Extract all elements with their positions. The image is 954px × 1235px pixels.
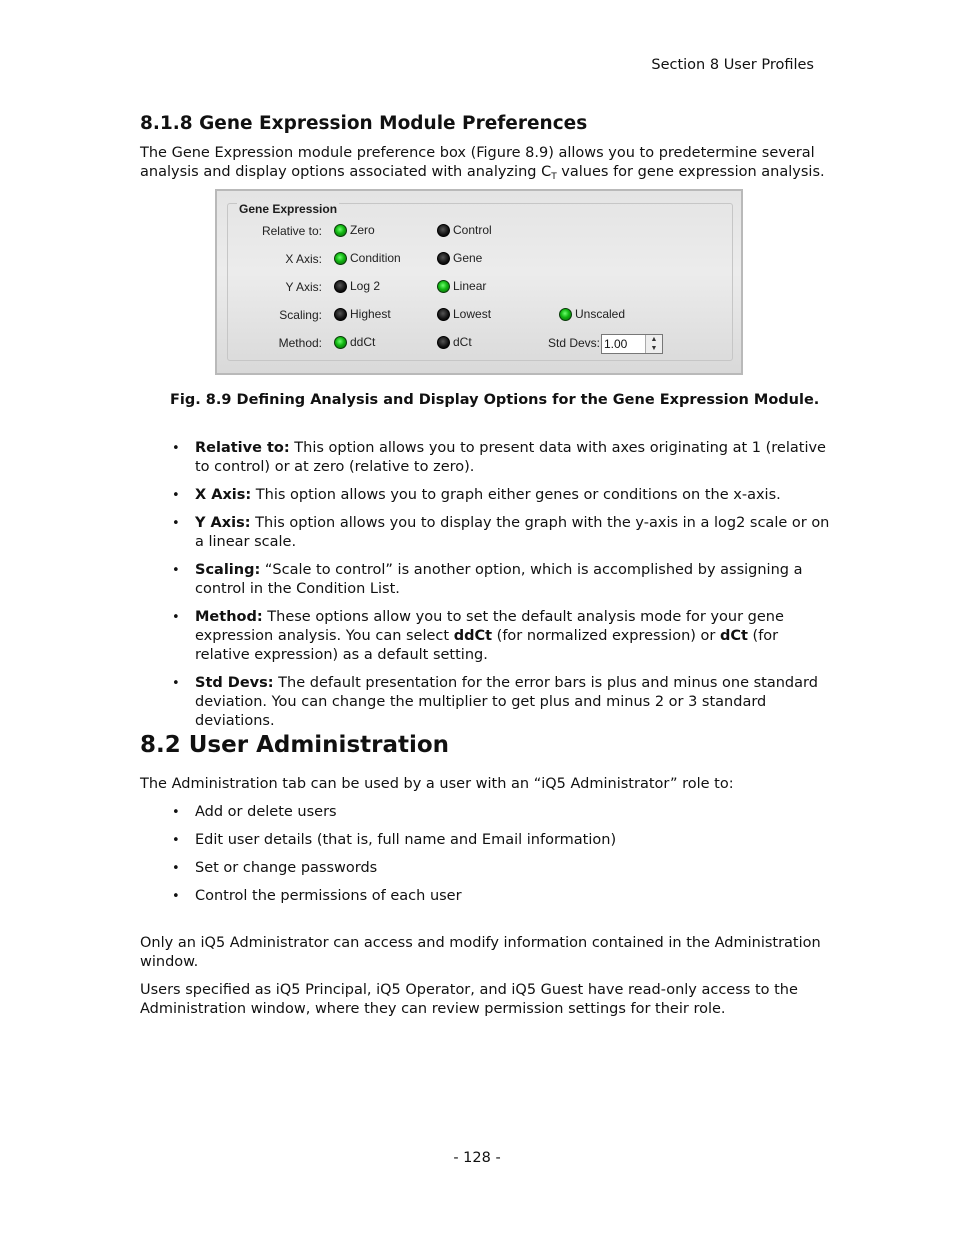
- list-item: • Set or change passwords: [140, 859, 830, 878]
- list-item: • Y Axis: This option allows you to display the graph with the y-axis in a log2 scale or on a linear scale.: [140, 514, 830, 552]
- radio-xaxis-condition[interactable]: Condition: [334, 251, 401, 265]
- radio-selected-icon: [437, 280, 450, 293]
- intro-paragraph: [140, 144, 830, 187]
- radio-relative-control[interactable]: Control: [437, 223, 492, 237]
- method-label: Method:: [278, 336, 322, 350]
- ct-subscript: T: [551, 172, 557, 182]
- radio-unselected-icon: [437, 308, 450, 321]
- admin-paragraph-1: Only an iQ5 Administrator can access and modify information contained in the Administration window.: [140, 935, 821, 970]
- radio-unselected-icon: [334, 308, 347, 321]
- subsection-title: 8.1.8 Gene Expression Module Preferences: [140, 113, 588, 134]
- list-item: • X Axis: This option allows you to graph either genes or conditions on the x-axis.: [140, 486, 830, 505]
- list-item: • Control the permissions of each user: [140, 887, 830, 906]
- radio-method-dct[interactable]: dCt: [437, 335, 472, 349]
- scaling-label: Scaling:: [279, 308, 322, 322]
- radio-yaxis-log2[interactable]: Log 2: [334, 279, 380, 293]
- admin-intro: The Administration tab can be used by a user with an “iQ5 Administrator” role to:: [140, 776, 734, 792]
- radio-method-ddct[interactable]: ddCt: [334, 335, 375, 349]
- y-axis-label: Y Axis:: [285, 280, 322, 294]
- list-item: • Scaling: “Scale to control” is another option, which is accomplished by assigning a control in the Condition List.: [140, 561, 830, 599]
- radio-yaxis-linear[interactable]: Linear: [437, 279, 486, 293]
- list-item: • Method: These options allow you to set the default analysis mode for your gene expression analysis. You can select ddCt (for normalized expression) or dCt (for relative expression) as a default setting.: [140, 608, 830, 665]
- section-title: 8.2 User Administration: [140, 732, 450, 758]
- list-item: • Add or delete users: [140, 803, 830, 822]
- groupbox-title: Gene Expression: [239, 202, 338, 216]
- std-devs-spinbox[interactable]: [601, 334, 663, 354]
- relative-to-label: Relative to:: [261, 224, 322, 238]
- radio-scaling-unscaled[interactable]: Unscaled: [559, 307, 625, 321]
- spin-up-icon[interactable]: ▲: [650, 336, 658, 343]
- std-devs-label: Std Devs:: [548, 336, 601, 350]
- admin-bullet-list: [140, 803, 830, 915]
- radio-selected-icon: [334, 336, 347, 349]
- radio-unselected-icon: [437, 336, 450, 349]
- running-header: Section 8 User Profiles: [651, 57, 814, 73]
- spin-buttons[interactable]: [645, 335, 662, 353]
- radio-relative-zero[interactable]: Zero: [334, 223, 375, 237]
- list-item: • Relative to: This option allows you to present data with axes originating at 1 (relative to control) or at zero (relative to zero).: [140, 439, 830, 477]
- radio-unselected-icon: [437, 224, 450, 237]
- figure-caption: Fig. 8.9 Defining Analysis and Display Options for the Gene Expression Module.: [170, 392, 820, 408]
- page-number: - 128 -: [453, 1150, 501, 1166]
- radio-unselected-icon: [437, 252, 450, 265]
- intro-text-end: values for gene expression analysis.: [556, 164, 825, 180]
- radio-scaling-lowest[interactable]: Lowest: [437, 307, 491, 321]
- list-item: • Std Devs: The default presentation for the error bars is plus and minus one standard deviation. You can change the multiplier to get plus and minus 2 or 3 standard deviations.: [140, 674, 830, 731]
- x-axis-label: X Axis:: [285, 252, 322, 266]
- intro-text: The Gene Expression module preference box (Figure 8.9) allows you to predetermine several analysis and display options associated with analyzing C: [140, 145, 815, 180]
- spin-down-icon[interactable]: ▼: [650, 345, 658, 352]
- list-item: • Edit user details (that is, full name and Email information): [140, 831, 830, 850]
- radio-scaling-highest[interactable]: Highest: [334, 307, 391, 321]
- radio-unselected-icon: [334, 280, 347, 293]
- std-devs-value: 1.00: [604, 337, 628, 351]
- radio-selected-icon: [334, 224, 347, 237]
- admin-paragraph-2: Users specified as iQ5 Principal, iQ5 Operator, and iQ5 Guest have read-only access to the Administration window, where they can review permission settings for their role.: [140, 982, 798, 1017]
- radio-xaxis-gene[interactable]: Gene: [437, 251, 482, 265]
- radio-selected-icon: [559, 308, 572, 321]
- options-bullet-list: [140, 439, 830, 740]
- radio-selected-icon: [334, 252, 347, 265]
- gene-expression-preferences-figure: [215, 189, 743, 375]
